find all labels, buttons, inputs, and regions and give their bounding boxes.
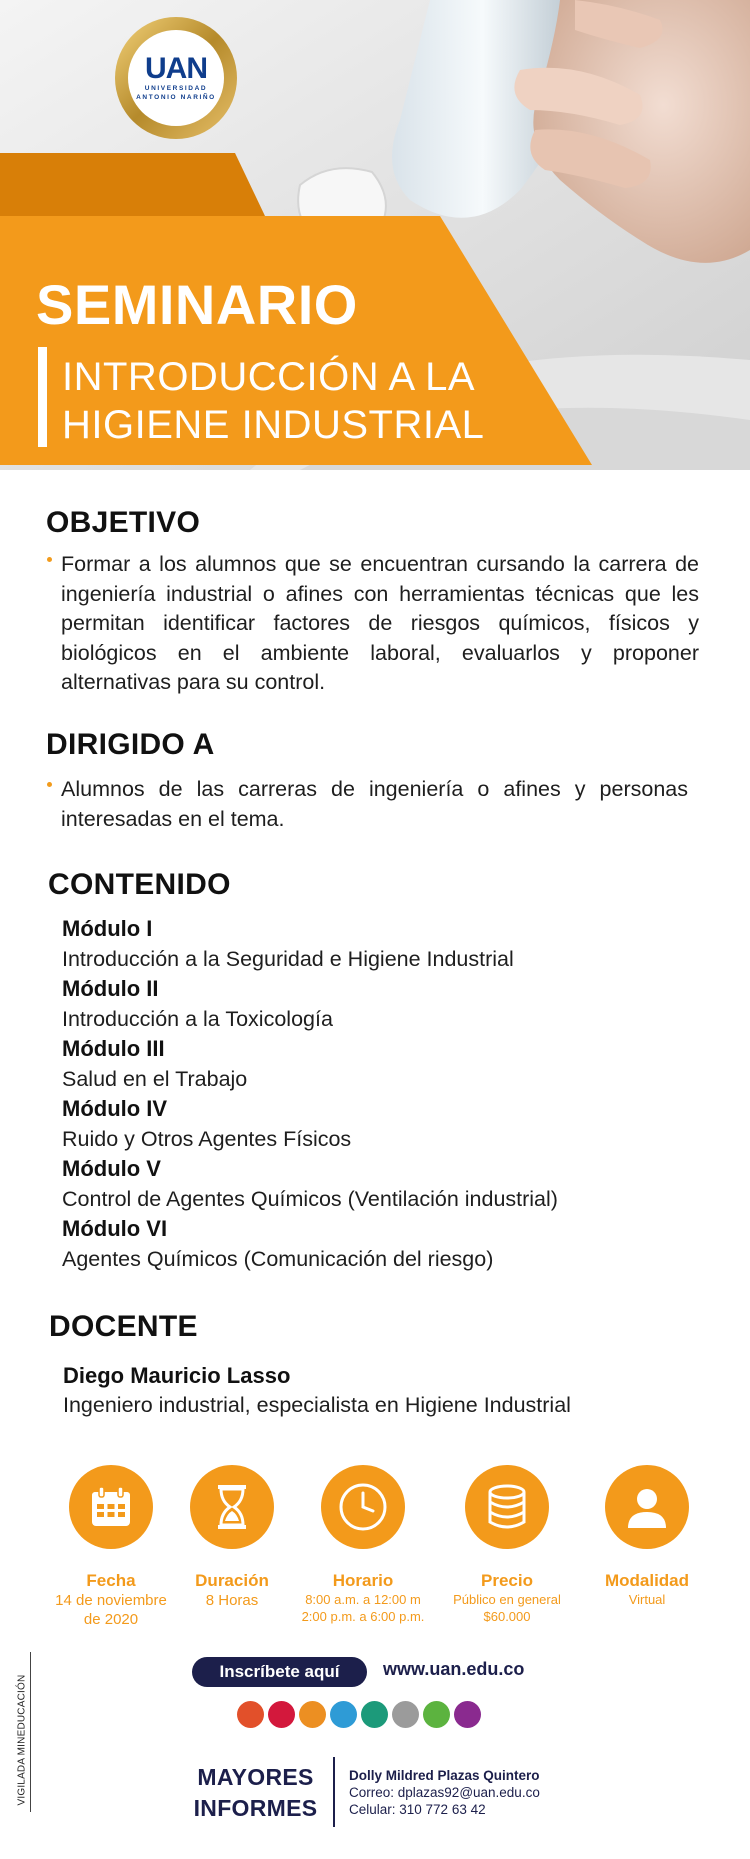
info-value: Virtual bbox=[628, 1592, 666, 1607]
info-modalidad bbox=[577, 1465, 717, 1608]
color-dot bbox=[423, 1701, 450, 1728]
person-icon bbox=[624, 1484, 670, 1530]
module-topic: Control de Agentes Químicos (Ventilación industrial) bbox=[62, 1187, 558, 1211]
module-name: Módulo I bbox=[62, 916, 153, 941]
info-value: 2:00 p.m. a 6:00 p.m. bbox=[301, 1609, 425, 1624]
info-icon-circle bbox=[69, 1465, 153, 1549]
color-dot bbox=[454, 1701, 481, 1728]
more-info-heading bbox=[188, 1762, 323, 1824]
logo-brand: UAN bbox=[145, 52, 207, 85]
contact-name: Dolly Mildred Plazas Quintero bbox=[349, 1768, 540, 1783]
hero-kicker: SEMINARIO bbox=[36, 273, 358, 336]
info-label: Modalidad bbox=[604, 1571, 690, 1590]
section-title-dirigido: DIRIGIDO A bbox=[46, 728, 215, 761]
calendar-icon bbox=[88, 1484, 134, 1530]
info-label: Fecha bbox=[86, 1571, 136, 1590]
module-topic: Introducción a la Seguridad e Higiene Industrial bbox=[62, 947, 514, 971]
color-dot bbox=[268, 1701, 295, 1728]
hero-title bbox=[62, 353, 484, 449]
info-value: 8:00 a.m. a 12:00 m bbox=[305, 1592, 421, 1607]
dirigido-text: Alumnos de las carreras de ingeniería o afines y personas interesadas en el tema. bbox=[61, 777, 688, 831]
color-dot bbox=[361, 1701, 388, 1728]
info-icon-circle bbox=[190, 1465, 274, 1549]
bullet-dot bbox=[47, 557, 52, 562]
module-topic: Ruido y Otros Agentes Físicos bbox=[62, 1127, 352, 1151]
coins-icon bbox=[485, 1484, 529, 1530]
logo-subtitle-2: ANTONIO NARIÑO bbox=[136, 94, 216, 101]
contact-divider bbox=[333, 1757, 335, 1827]
hero-title-line-2: HIGIENE INDUSTRIAL bbox=[62, 403, 485, 447]
teacher-role: Ingeniero industrial, especialista en Higiene Industrial bbox=[63, 1393, 571, 1417]
info-value: $60.000 bbox=[483, 1609, 531, 1624]
color-dot bbox=[237, 1701, 264, 1728]
module-name: Módulo IV bbox=[62, 1096, 168, 1121]
info-value: 8 Horas bbox=[205, 1592, 259, 1609]
info-horario bbox=[293, 1465, 433, 1625]
info-label: Precio bbox=[481, 1571, 533, 1590]
more-info-line-2: INFORMES bbox=[193, 1795, 318, 1821]
vigilada-text: VIGILADA MINEDUCACIÓN bbox=[16, 1674, 28, 1806]
module-topic: Introducción a la Toxicología bbox=[62, 1007, 333, 1031]
color-dot bbox=[299, 1701, 326, 1728]
color-dot bbox=[392, 1701, 419, 1728]
module-name: Módulo VI bbox=[62, 1216, 168, 1241]
info-precio bbox=[437, 1465, 577, 1625]
contact-email[interactable]: Correo: dplazas92@uan.edu.co bbox=[349, 1785, 540, 1800]
section-title-contenido: CONTENIDO bbox=[48, 868, 231, 901]
logo-subtitle-1: UNIVERSIDAD bbox=[144, 85, 208, 92]
hero-title-line-1: INTRODUCCIÓN A LA bbox=[62, 355, 476, 399]
info-fecha bbox=[41, 1465, 181, 1629]
module-name: Módulo III bbox=[62, 1036, 165, 1061]
module-list bbox=[62, 914, 662, 1274]
info-duracion bbox=[162, 1465, 302, 1610]
hero-banner bbox=[0, 0, 750, 470]
vigilada-divider bbox=[30, 1652, 31, 1812]
bullet-dot bbox=[47, 782, 52, 787]
info-value: 14 de noviembre bbox=[55, 1592, 167, 1609]
color-dot bbox=[330, 1701, 357, 1728]
module-name: Módulo II bbox=[62, 976, 159, 1001]
info-label: Horario bbox=[332, 1571, 394, 1590]
contact-phone[interactable]: Celular: 310 772 63 42 bbox=[349, 1802, 486, 1817]
objetivo-text: Formar a los alumnos que se encuentran cursando la carrera de ingeniería industrial o afines con herramientas técnicas que les permitan identificar factores de riesgos químicos, físicos y biológicos en el ambiente laboral, evaluarlos y proponer alternativas para su control. bbox=[61, 552, 699, 694]
logo-text bbox=[112, 54, 240, 102]
module-topic: Agentes Químicos (Comunicación del riesgo) bbox=[62, 1247, 494, 1271]
info-value: de 2020 bbox=[83, 1611, 139, 1628]
register-button[interactable]: Inscríbete aquí bbox=[192, 1657, 367, 1687]
info-icon-circle bbox=[465, 1465, 549, 1549]
section-title-objetivo: OBJETIVO bbox=[46, 506, 201, 539]
module-name: Módulo V bbox=[62, 1156, 161, 1181]
more-info-line-1: MAYORES bbox=[197, 1764, 314, 1790]
info-value: Público en general bbox=[453, 1592, 561, 1607]
website-link[interactable]: www.uan.edu.co bbox=[383, 1659, 525, 1679]
module-topic: Salud en el Trabajo bbox=[62, 1067, 248, 1091]
hero-title-bar bbox=[38, 347, 47, 447]
section-title-docente: DOCENTE bbox=[49, 1310, 198, 1343]
info-label: Duración bbox=[195, 1571, 269, 1590]
teacher-name: Diego Mauricio Lasso bbox=[63, 1363, 291, 1388]
info-icon-circle bbox=[321, 1465, 405, 1549]
color-dots bbox=[237, 1701, 481, 1728]
clock-icon bbox=[337, 1481, 389, 1533]
contact-block bbox=[349, 1767, 540, 1818]
hourglass-icon bbox=[210, 1483, 254, 1531]
info-icon-circle bbox=[605, 1465, 689, 1549]
